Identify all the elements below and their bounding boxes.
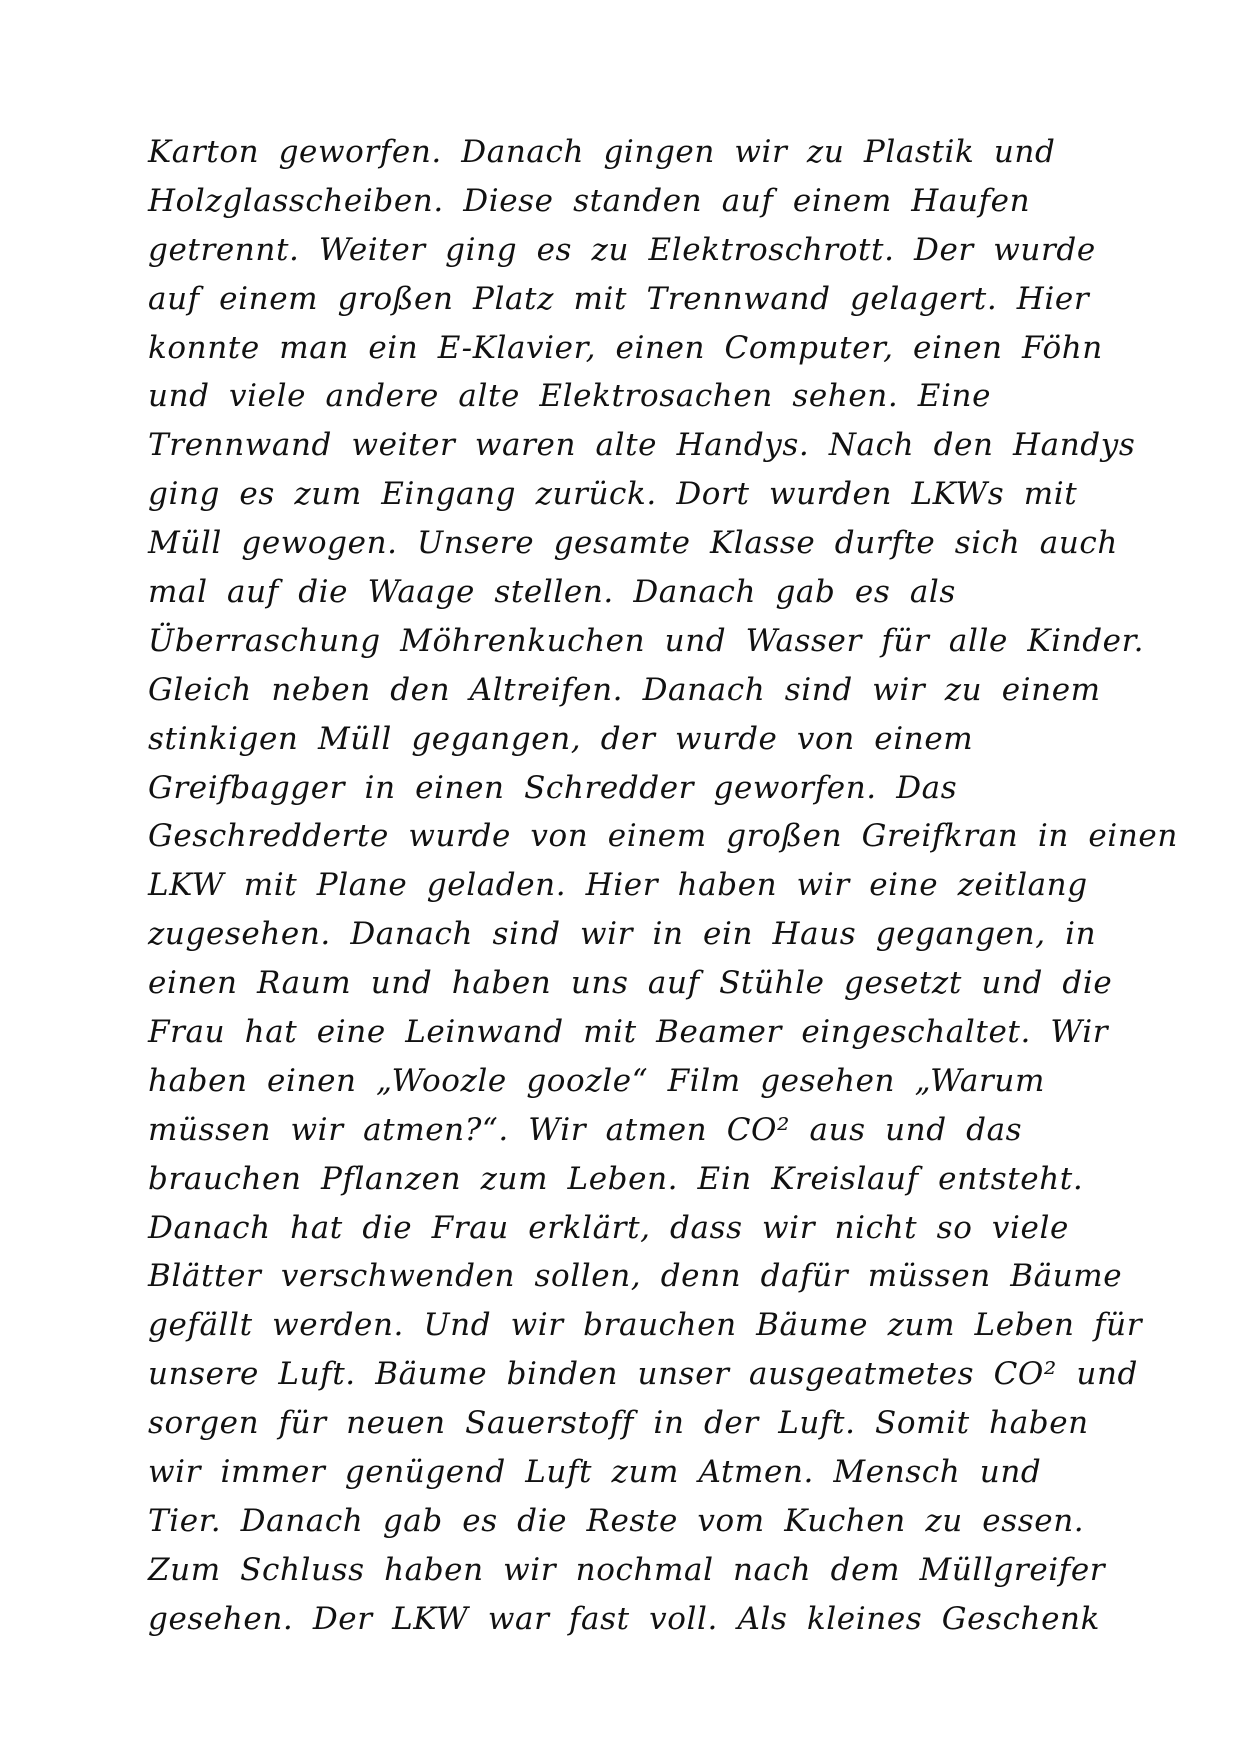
- text-line: konnte man ein E-Klavier, einen Computer, einen Föhn: [148, 329, 1103, 366]
- text-line: haben einen „Woozle goozle“ Film gesehen „Warum: [148, 1062, 1045, 1099]
- text-line: unsere Luft. Bäume binden unser ausgeatmetes CO² und: [148, 1356, 1138, 1393]
- text-line: ging es zum Eingang zurück. Dort wurden LKWs mit: [148, 476, 1078, 513]
- text-line: Müll gewogen. Unsere gesamte Klasse durfte sich auch: [148, 525, 1118, 562]
- text-line: Gleich neben den Altreifen. Danach sind wir zu einem: [148, 671, 1101, 708]
- text-line: Danach hat die Frau erklärt, dass wir nicht so viele: [148, 1209, 1069, 1246]
- text-line: Tier. Danach gab es die Reste vom Kuchen zu essen.: [148, 1502, 1085, 1539]
- text-line: und viele andere alte Elektrosachen sehen. Eine: [148, 378, 992, 415]
- text-line: Blätter verschwenden sollen, denn dafür müssen Bäume: [148, 1258, 1123, 1295]
- text-line: gesehen. Der LKW war fast voll. Als kleines Geschenk: [148, 1600, 1100, 1637]
- text-line: LKW mit Plane geladen. Hier haben wir eine zeitlang: [148, 867, 1088, 904]
- text-line: sorgen für neuen Sauerstoff in der Luft. Somit haben: [148, 1405, 1089, 1442]
- text-line: Frau hat eine Leinwand mit Beamer eingeschaltet. Wir: [148, 1014, 1109, 1051]
- text-line: müssen wir atmen?“. Wir atmen CO² aus und das: [148, 1111, 1023, 1148]
- text-line: Trennwand weiter waren alte Handys. Nach den Handys: [148, 427, 1136, 464]
- text-line: zugesehen. Danach sind wir in ein Haus gegangen, in: [148, 916, 1097, 953]
- text-line: auf einem großen Platz mit Trennwand gelagert. Hier: [148, 280, 1090, 317]
- text-line: wir immer genügend Luft zum Atmen. Mensch und: [148, 1454, 1042, 1491]
- handwritten-text: [148, 128, 1178, 1644]
- text-line: brauchen Pflanzen zum Leben. Ein Kreislauf entsteht.: [148, 1160, 1084, 1197]
- text-line: gefällt werden. Und wir brauchen Bäume zum Leben für: [148, 1307, 1143, 1344]
- text-line: Überraschung Möhrenkuchen und Wasser für alle Kinder.: [148, 622, 1145, 659]
- text-line: Holzglasscheiben. Diese standen auf einem Haufen: [148, 182, 1031, 219]
- text-line: stinkigen Müll gegangen, der wurde von einem: [148, 720, 974, 757]
- text-line: getrennt. Weiter ging es zu Elektroschrott. Der wurde: [148, 231, 1096, 268]
- text-line: Geschredderte wurde von einem großen Greifkran in einen: [148, 818, 1178, 855]
- text-line: Karton geworfen. Danach gingen wir zu Plastik und: [148, 134, 1056, 170]
- text-line: Greifbagger in einen Schredder geworfen. Das: [148, 769, 958, 806]
- text-line: einen Raum und haben uns auf Stühle gesetzt und die: [148, 965, 1113, 1002]
- text-line: mal auf die Waage stellen. Danach gab es als: [148, 574, 956, 611]
- text-line: Zum Schluss haben wir nochmal nach dem Müllgreifer: [148, 1551, 1106, 1588]
